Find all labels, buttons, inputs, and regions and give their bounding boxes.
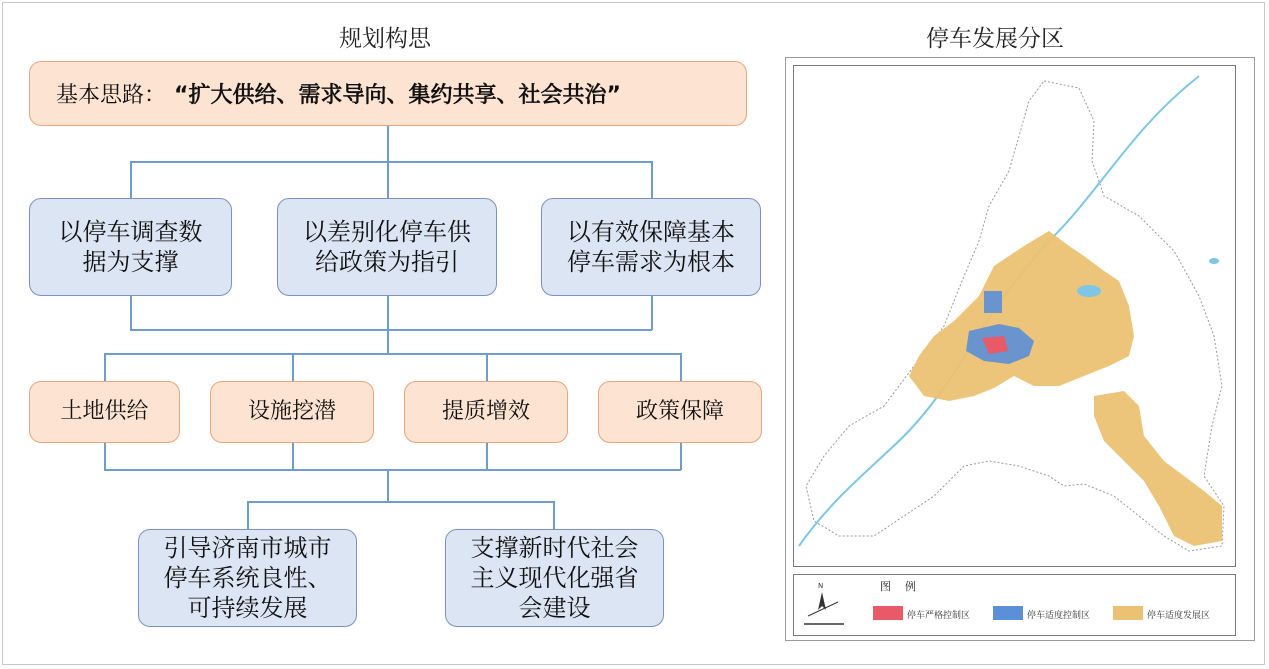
connector [387,161,389,198]
connector [651,161,653,198]
connector [387,126,389,162]
connector [104,353,106,381]
north-arrow-icon [800,580,850,632]
goal-box-province [445,529,664,627]
principle-box [29,61,747,126]
moderate-control-zone [984,291,1002,313]
svg-text:N: N [818,582,824,590]
legend-label-development: 停车适度发展区 [1147,611,1211,621]
connector [387,469,389,502]
connector [651,296,653,330]
goal-text: 主义现代化强省 [470,564,639,592]
zoning-map [794,66,1235,566]
connector [130,296,132,330]
connector [292,443,294,470]
connector [247,501,249,529]
left-title: 规划构思 [339,26,431,52]
legend-swatch-development [1113,606,1143,620]
lake [1209,258,1219,264]
legend-label-moderate: 停车适度控制区 [1027,611,1091,621]
right-title: 停车发展分区 [926,26,1064,52]
goal-text: 会建设 [518,594,591,622]
connector [486,353,488,381]
connector [104,353,681,355]
basis-text: 据为支撑 [82,248,179,276]
map-legend [793,574,1236,636]
connector [247,501,554,503]
legend-swatch-strict [873,606,903,620]
basis-text: 以有效保障基本 [567,218,735,246]
measure-land: 土地供给 [29,381,180,443]
connector [553,501,555,529]
goal-text: 支撑新时代社会 [470,534,639,562]
connector [104,469,681,471]
principle-quote: “扩大供给、需求导向、集约共享、社会共治” [174,83,621,108]
connector [130,161,132,198]
measure-facility: 设施挖潜 [210,381,374,443]
connector [292,353,294,381]
goal-text: 停车系统良性、 [163,564,332,592]
goal-text: 引导济南市城市 [163,534,332,562]
connector [680,443,682,470]
connector [680,353,682,381]
basis-box-policy [277,198,497,296]
legend-swatch-moderate [993,606,1023,620]
goal-text: 可持续发展 [187,594,308,622]
goal-box-jinan [138,529,357,627]
connector [387,296,389,354]
connector [486,443,488,470]
legend-label-strict: 停车严格控制区 [907,611,971,621]
basis-text: 给政策为指引 [315,248,459,276]
basis-text: 停车需求为根本 [567,248,735,276]
basis-text: 以停车调查数 [58,218,203,246]
connector [104,443,106,470]
lake [1077,285,1101,297]
basis-text: 以差别化停车供 [303,218,471,246]
measure-efficiency: 提质增效 [404,381,568,443]
connector [130,329,652,331]
basis-box-survey [29,198,232,296]
principle-label: 基本思路： [56,83,167,108]
connector [130,161,652,163]
basis-box-demand [541,198,761,296]
legend-title: 图例 [880,580,930,593]
measure-policy: 政策保障 [598,381,762,443]
